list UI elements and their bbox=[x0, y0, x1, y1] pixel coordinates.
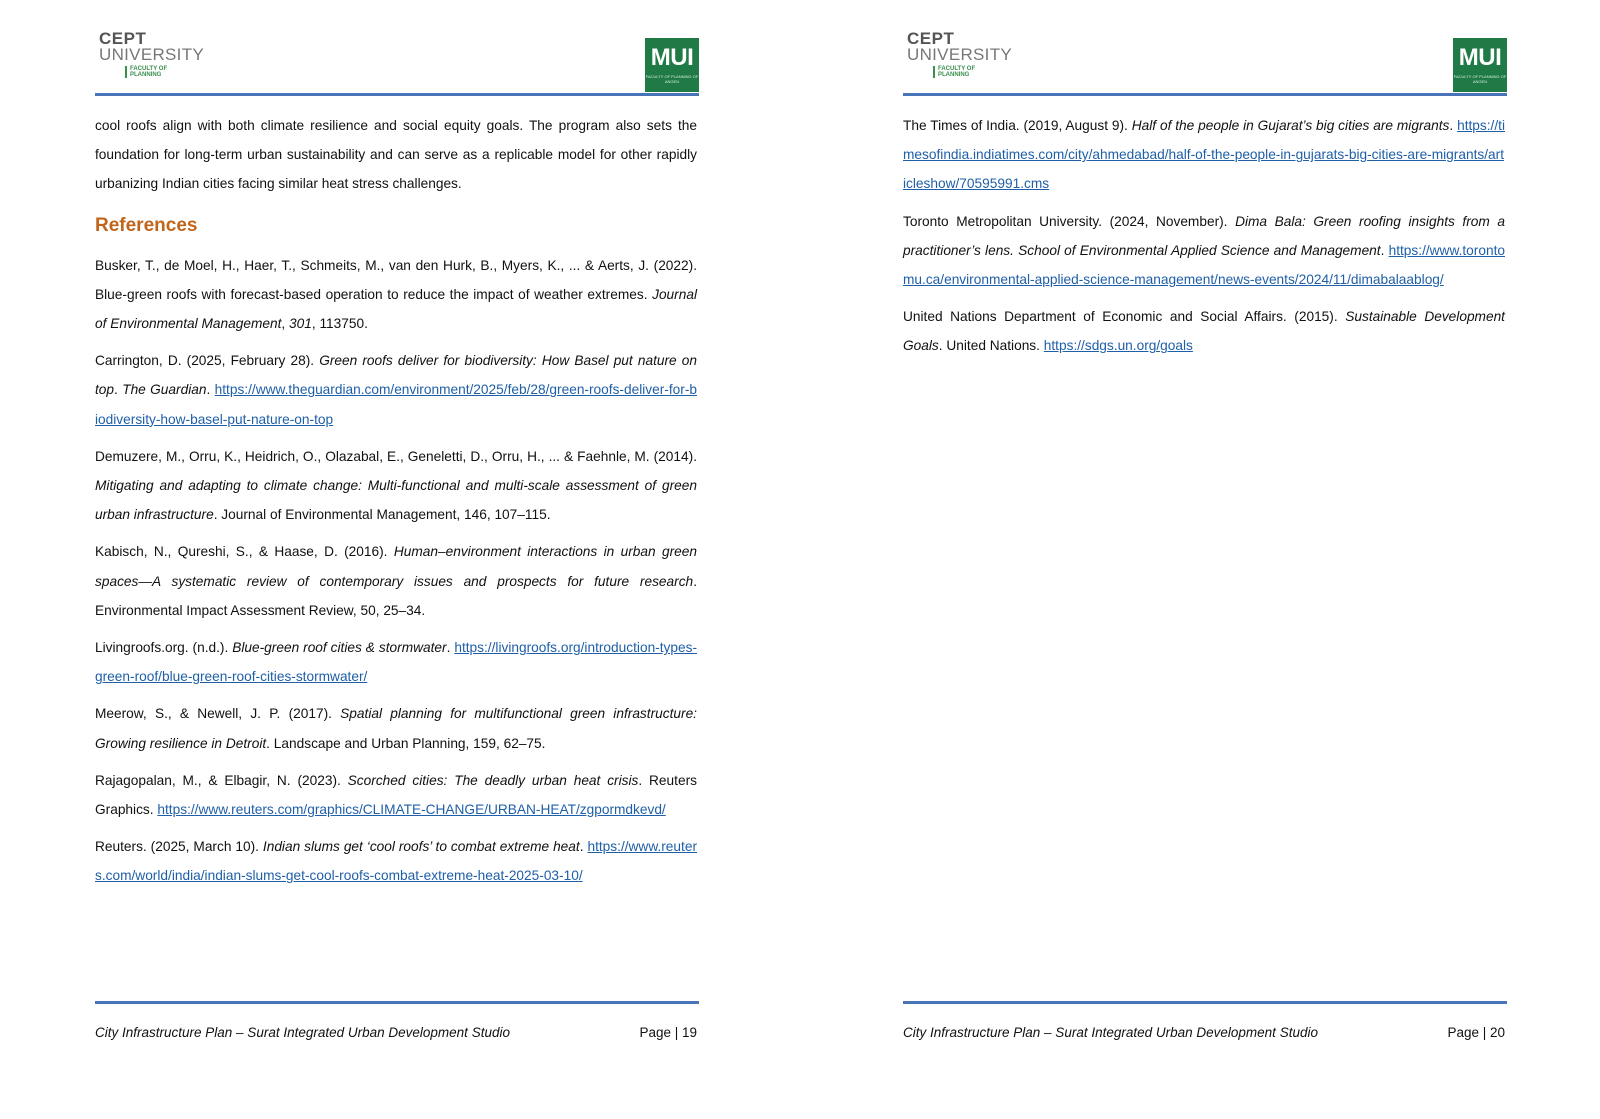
reference-source: . Landscape and Urban Planning, 159, 62–75. bbox=[266, 735, 546, 751]
reference-title: Mitigating and adapting to climate change: Multi-functional and multi-scale assessment of green urban infrastructure bbox=[95, 478, 697, 523]
reference-source: . Environmental Impact Assessment Review, 50, 25–34. bbox=[95, 573, 697, 618]
reference-source: . bbox=[1449, 118, 1458, 133]
intro-paragraph: cool roofs align with both climate resilience and social equity goals. The program also sets the foundation for long-term urban sustainability and can serve as a replicable model for other rapidly urbanizing Indian cities facing similar heat stress challenges. bbox=[95, 118, 697, 192]
reference-title: Indian slums get ‘cool roofs’ to combat extreme heat bbox=[262, 839, 580, 855]
reference-title: Green roofs deliver for biodiversity: How Basel put nature on top bbox=[95, 353, 698, 398]
reference-entry bbox=[95, 537, 697, 625]
cept-logo-line3: FACULTY OF PLANNING bbox=[933, 66, 998, 78]
reference-link[interactable]: https://www.reuters.com/graphics/CLIMATE-CHANGE/URBAN-HEAT/zgpormdkevd/ bbox=[157, 802, 666, 818]
page-content bbox=[903, 111, 1505, 369]
reference-authors: Busker, T., de Moel, H., Haer, T., Schmeits, M., van den Hurk, B., Myers, K., ... & Aerts, J. (2022). Blue-green roofs with forecast-based operation to reduce the impact of weather extremes. bbox=[95, 257, 697, 302]
reference-entry bbox=[903, 111, 1505, 199]
footer-page-number: Page | 19 bbox=[639, 1025, 697, 1040]
reference-link[interactable]: https://www.reuters.com/world/india/indian-slums-get-cool-roofs-combat-extreme-heat-2025-03-10/ bbox=[95, 839, 698, 884]
footer-rule bbox=[95, 1001, 699, 1004]
cept-logo-line3: FACULTY OF PLANNING bbox=[125, 66, 190, 78]
reference-title: Blue-green roof cities & stormwater bbox=[232, 640, 447, 656]
reference-volume: The Guardian bbox=[122, 382, 207, 398]
reference-entry bbox=[903, 302, 1505, 360]
footer-title: City Infrastructure Plan – Surat Integrated Urban Development Studio bbox=[903, 1025, 1318, 1040]
reference-source: . bbox=[579, 839, 588, 855]
reference-title: Spatial planning for multifunctional green infrastructure: Growing resilience in Detroit bbox=[95, 706, 697, 751]
reference-authors: Demuzere, M., Orru, K., Heidrich, O., Olazabal, E., Geneletti, D., Orru, H., ... & Faehnle, M. (2014). bbox=[95, 448, 697, 464]
page-header bbox=[903, 0, 1507, 98]
reference-entry bbox=[95, 251, 697, 339]
mui-logo-subtext: FACULTY OF PLANNING OF ANGEN bbox=[645, 74, 699, 84]
reference-source: , bbox=[281, 316, 290, 332]
reference-list bbox=[903, 111, 1505, 361]
mui-logo bbox=[1453, 38, 1507, 92]
mui-logo-text: MUI bbox=[650, 44, 694, 71]
cept-logo-line1: CEPT bbox=[907, 29, 955, 48]
reference-title: Sustainable Development Goals bbox=[903, 309, 1505, 354]
reference-volume: 301 bbox=[289, 316, 312, 332]
reference-source: . bbox=[1380, 242, 1389, 258]
footer-title: City Infrastructure Plan – Surat Integrated Urban Development Studio bbox=[95, 1025, 510, 1040]
page-content bbox=[95, 111, 697, 899]
page-header bbox=[95, 0, 699, 98]
reference-entry bbox=[95, 766, 697, 824]
reference-authors: Carrington, D. (2025, February 28). bbox=[95, 353, 320, 369]
reference-authors: Reuters. (2025, March 10). bbox=[95, 839, 263, 855]
footer-rule bbox=[903, 1001, 1507, 1004]
reference-link[interactable]: https://sdgs.un.org/goals bbox=[1043, 338, 1193, 354]
reference-link[interactable]: https://www.torontomu.ca/environmental-applied-science-management/news-events/2024/11/dimabalaablog/ bbox=[903, 242, 1505, 288]
reference-source: . Journal of Environmental Management, 146, 107–115. bbox=[213, 507, 551, 523]
reference-link[interactable]: https://timesofindia.indiatimes.com/city/ahmedabad/half-of-the-people-in-gujarats-big-cities-are-migrants/articleshow/70595991.cms bbox=[903, 118, 1506, 192]
reference-title: Dima Bala: Green roofing insights from a practitioner’s lens. School of Environmental Applied Science and Management bbox=[903, 213, 1506, 258]
cept-university-logo bbox=[907, 29, 1013, 84]
reference-source: . bbox=[446, 640, 455, 656]
footer-page-number: Page | 20 bbox=[1447, 1025, 1505, 1040]
reference-authors: Livingroofs.org. (n.d.). bbox=[95, 640, 233, 656]
reference-entry bbox=[95, 633, 697, 691]
reference-title: Journal of Environmental Management bbox=[95, 286, 697, 332]
cept-logo-line2: UNIVERSITY bbox=[99, 45, 205, 64]
reference-pages: , 113750. bbox=[311, 316, 368, 332]
reference-authors: Toronto Metropolitan University. (2024, November). bbox=[903, 213, 1236, 229]
mui-logo bbox=[645, 38, 699, 92]
header-rule bbox=[903, 93, 1507, 96]
reference-entry bbox=[95, 832, 697, 890]
reference-authors: United Nations Department of Economic and Social Affairs. (2015). bbox=[903, 309, 1346, 325]
reference-title: Half of the people in Gujarat’s big cities are migrants bbox=[1131, 118, 1450, 133]
header-rule bbox=[95, 93, 699, 96]
mui-logo-text: MUI bbox=[1458, 44, 1502, 71]
reference-entry bbox=[903, 207, 1505, 295]
reference-source: . United Nations. bbox=[938, 338, 1044, 354]
reference-entry bbox=[95, 346, 697, 434]
cept-logo-line1: CEPT bbox=[99, 29, 147, 48]
reference-source: . bbox=[114, 382, 123, 398]
reference-title: Scorched cities: The deadly urban heat crisis bbox=[347, 772, 639, 788]
reference-authors: Meerow, S., & Newell, J. P. (2017). bbox=[95, 706, 341, 722]
reference-entry bbox=[95, 699, 697, 757]
cept-logo-line2: UNIVERSITY bbox=[907, 45, 1013, 64]
cept-university-logo bbox=[99, 29, 205, 84]
reference-entry bbox=[95, 442, 697, 530]
reference-title: Human–environment interactions in urban green spaces—A systematic review of contemporary issues and prospects for future research bbox=[95, 544, 697, 589]
reference-authors: The Times of India. (2019, August 9). bbox=[903, 118, 1132, 133]
mui-logo-subtext: FACULTY OF PLANNING OF ANGEN bbox=[1453, 74, 1507, 84]
page-19 bbox=[95, 0, 699, 1119]
reference-source: . Reuters Graphics. bbox=[95, 772, 697, 818]
reference-link[interactable]: https://www.theguardian.com/environment/2025/feb/28/green-roofs-deliver-for-biodiversity-how-basel-put-nature-on-top bbox=[95, 382, 697, 427]
reference-authors: Rajagopalan, M., & Elbagir, N. (2023). bbox=[95, 772, 348, 788]
references-heading: References bbox=[95, 214, 198, 236]
reference-pages: . bbox=[206, 382, 215, 398]
reference-list bbox=[95, 251, 697, 891]
reference-link[interactable]: https://livingroofs.org/introduction-types-green-roof/blue-green-roof-cities-stormwater/ bbox=[95, 640, 698, 685]
reference-authors: Kabisch, N., Qureshi, S., & Haase, D. (2016). bbox=[95, 544, 394, 560]
page-20 bbox=[903, 0, 1507, 1119]
